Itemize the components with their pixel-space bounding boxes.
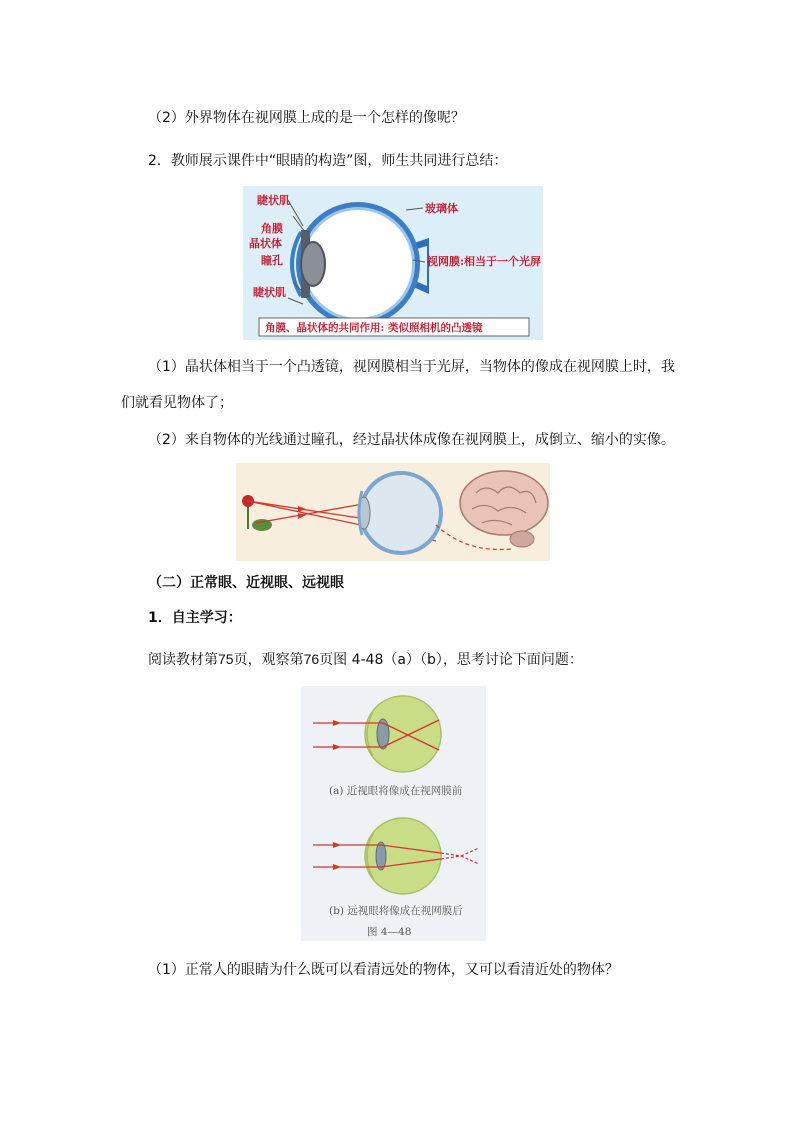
eye-diagram-caption: 角膜、晶状体的共同作用: 类似照相机的凸透镜: [265, 322, 483, 334]
eye-structure-diagram: [243, 186, 543, 340]
section-2-heading: （二）正常眼、近视眼、远视眼: [148, 575, 344, 591]
label-ciliary-muscle-top: 睫状肌: [257, 194, 290, 207]
question-1-normal-eye: （1）正常人的眼睛为什么既可以看清远处的物体，又可以看清近处的物体？: [148, 962, 619, 978]
label-pupil: 瞳孔: [261, 254, 283, 267]
reading-post: 页图 4-48（a）（b），思考讨论下面问题：: [319, 652, 583, 668]
step-1-self-study: 1．自主学习：: [148, 610, 242, 626]
paragraph-1-line-1: （1）晶状体相当于一个凸透镜，视网膜相当于光屏，当物体的像成在视网膜上时，我: [148, 359, 675, 375]
label-cornea: 角膜: [261, 222, 283, 235]
reading-mid: 页，观察第: [233, 652, 304, 668]
image-formation-illustration: [236, 463, 550, 561]
step-2-teacher-summary: 2．教师展示课件中“眼睛的构造”图，师生共同进行总结：: [148, 153, 508, 169]
myopia-hyperopia-figure: [301, 686, 486, 941]
reading-pre: 阅读教材第: [148, 652, 218, 668]
reading-page-number-2: 76: [303, 651, 320, 667]
label-vitreous: 玻璃体: [425, 202, 458, 215]
reading-page-number-1: 75: [218, 651, 234, 667]
caption-hyperopia: (b) 远视眼将像成在视网膜后: [329, 905, 463, 917]
label-ciliary-muscle-bottom: 睫状肌: [253, 286, 286, 299]
caption-myopia: (a) 近视眼将像成在视网膜前: [329, 785, 463, 797]
label-retina: 视网膜:相当于一个光屏: [427, 255, 542, 268]
reading-instruction: [148, 649, 583, 670]
paragraph-2-real-image: （2）来自物体的光线通过瞳孔，经过晶状体成像在视网膜上，成倒立、缩小的实像。: [148, 432, 675, 448]
question-2-external-image: （2）外界物体在视网膜上成的是一个怎样的像呢？: [148, 110, 465, 126]
label-lens: 晶状体: [249, 237, 282, 250]
image-formation-svg: [236, 463, 550, 561]
figure-number-label: 图 4—48: [367, 926, 412, 938]
myopia-hyperopia-svg: [301, 686, 486, 941]
paragraph-1-line-2: 们就看见物体了；: [121, 395, 233, 411]
eye-structure-svg: [243, 186, 543, 340]
